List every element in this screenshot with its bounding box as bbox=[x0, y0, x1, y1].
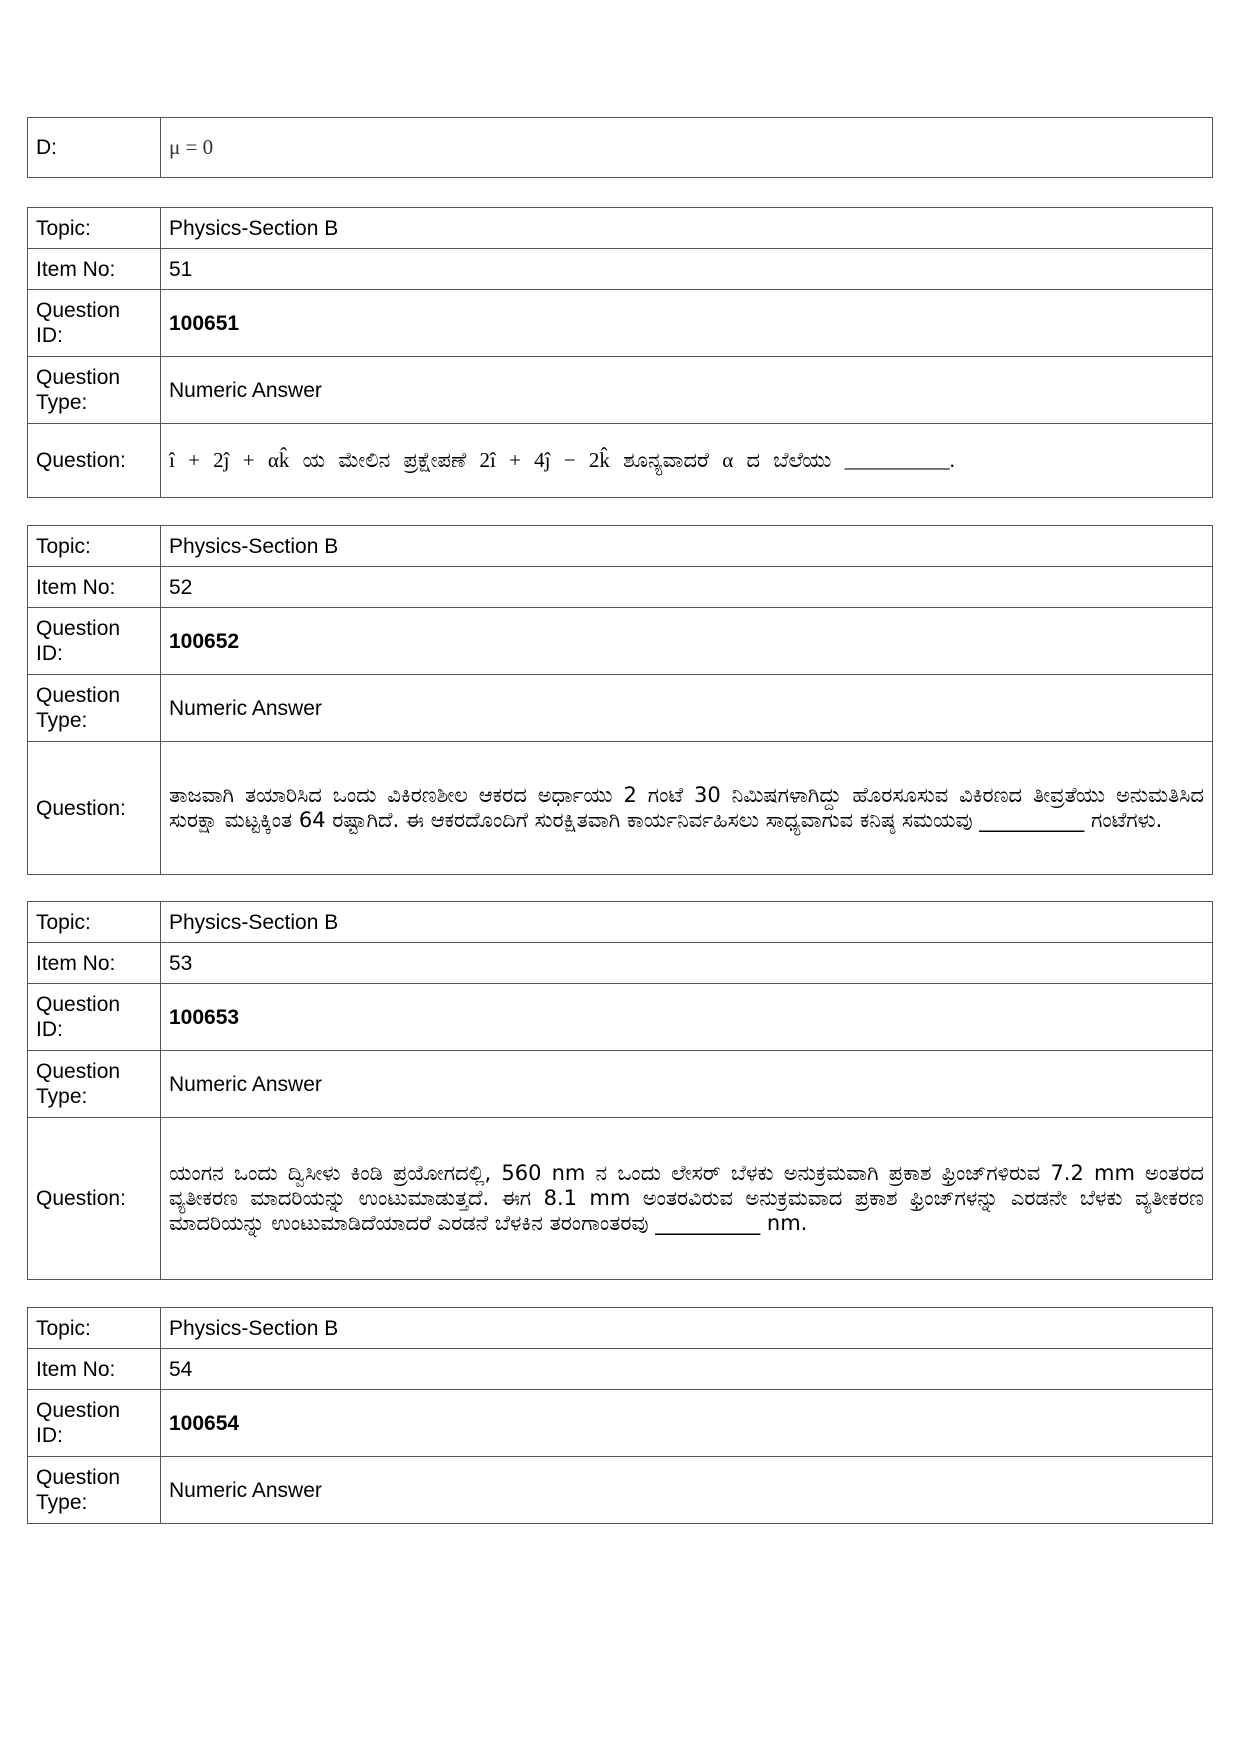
question-type-value: Numeric Answer bbox=[161, 357, 1213, 424]
question-text: ತಾಜವಾಗಿ ತಯಾರಿಸಿದ ಒಂದು ವಿಕಿರಣಶೀಲ ಆಕರದ ಅರ್ಧಾಯು 2 ಗಂಟೆ 30 ನಿಮಿಷಗಳಾಗಿದ್ದು ಹೊರಸೂಸುವ ವಿಕಿರಣದ ತೀವ್ರತೆಯು ಅನುಮತಿಸಿದ ಸುರಕ್ಷಾ ಮಟ್ಟಕ್ಕಿಂತ 64 ರಷ್ಟಾಗಿದೆ. ಈ ಆಕರದೊಂದಿಗೆ ಸುರಕ್ಷಿತವಾಗಿ ಕಾರ್ಯನಿರ್ವಹಿಸಲು ಸಾಧ್ಯವಾಗುವ ಕನಿಷ್ಠ ಸಮಯವು __________ ಗಂಟೆಗಳು. bbox=[161, 742, 1213, 875]
item-no-label: Item No: bbox=[28, 1349, 161, 1390]
item-no-label: Item No: bbox=[28, 567, 161, 608]
topic-label: Topic: bbox=[28, 1308, 161, 1349]
item-no-value: 54 bbox=[161, 1349, 1213, 1390]
question-table-54 bbox=[27, 1307, 1213, 1524]
question-label: Question: bbox=[28, 742, 161, 875]
question-text: ಯಂಗನ ಒಂದು ದ್ವಿಸೀಳು ಕಿಂಡಿ ಪ್ರಯೋಗದಲ್ಲಿ, 560 nm ನ ಒಂದು ಲೇಸರ್ ಬೆಳಕು ಅನುಕ್ರಮವಾಗಿ ಪ್ರಕಾಶ ಫ್ರಿಂಜ್‌ಗಳಿರುವ 7.2 mm ಅಂತರದ ವ್ಯತೀಕರಣ ಮಾದರಿಯನ್ನು ಉಂಟುಮಾಡುತ್ತದೆ. ಈಗ 8.1 mm ಅಂತರವಿರುವ ಅನುಕ್ರಮವಾದ ಪ್ರಕಾಶ ಫ್ರಿಂಜ್‌ಗಳನ್ನು ಎರಡನೇ ಬೆಳಕು ವ್ಯತೀಕರಣ ಮಾದರಿಯನ್ನು ಉಂಟುಮಾಡಿದೆಯಾದರೆ ಎರಡನೆ ಬೆಳಕಿನ ತರಂಗಾಂತರವು __________ nm. bbox=[161, 1118, 1213, 1280]
question-id-label: Question ID: bbox=[28, 984, 161, 1051]
question-type-label: Question Type: bbox=[28, 675, 161, 742]
item-no-value: 53 bbox=[161, 943, 1213, 984]
question-id-value: 100652 bbox=[161, 608, 1213, 675]
topic-label: Topic: bbox=[28, 902, 161, 943]
question-type-value: Numeric Answer bbox=[161, 1051, 1213, 1118]
topic-label: Topic: bbox=[28, 208, 161, 249]
question-id-label: Question ID: bbox=[28, 1390, 161, 1457]
question-table-53 bbox=[27, 901, 1213, 1280]
question-type-value: Numeric Answer bbox=[161, 1457, 1213, 1524]
question-type-label: Question Type: bbox=[28, 357, 161, 424]
question-label: Question: bbox=[28, 424, 161, 498]
question-id-value: 100653 bbox=[161, 984, 1213, 1051]
item-no-label: Item No: bbox=[28, 943, 161, 984]
question-id-label: Question ID: bbox=[28, 290, 161, 357]
option-d-label: D: bbox=[28, 118, 161, 178]
question-table-52 bbox=[27, 525, 1213, 875]
option-d-value: μ = 0 bbox=[161, 118, 1213, 178]
topic-value: Physics-Section B bbox=[161, 902, 1213, 943]
topic-value: Physics-Section B bbox=[161, 208, 1213, 249]
topic-label: Topic: bbox=[28, 526, 161, 567]
topic-value: Physics-Section B bbox=[161, 526, 1213, 567]
question-id-value: 100654 bbox=[161, 1390, 1213, 1457]
question-type-value: Numeric Answer bbox=[161, 675, 1213, 742]
option-d-table bbox=[27, 117, 1213, 178]
question-label: Question: bbox=[28, 1118, 161, 1280]
question-id-label: Question ID: bbox=[28, 608, 161, 675]
item-no-value: 51 bbox=[161, 249, 1213, 290]
question-table-51 bbox=[27, 207, 1213, 498]
topic-value: Physics-Section B bbox=[161, 1308, 1213, 1349]
item-no-value: 52 bbox=[161, 567, 1213, 608]
question-type-label: Question Type: bbox=[28, 1051, 161, 1118]
item-no-label: Item No: bbox=[28, 249, 161, 290]
question-type-label: Question Type: bbox=[28, 1457, 161, 1524]
question-text: î + 2ĵ + αk̂ ಯ ಮೇಲಿನ ಪ್ರಕ್ಷೇಪಣೆ 2î + 4ĵ − 2k̂ ಶೂನ್ಯವಾದರೆ α ದ ಬೆಲೆಯು __________. bbox=[161, 424, 1213, 498]
question-id-value: 100651 bbox=[161, 290, 1213, 357]
